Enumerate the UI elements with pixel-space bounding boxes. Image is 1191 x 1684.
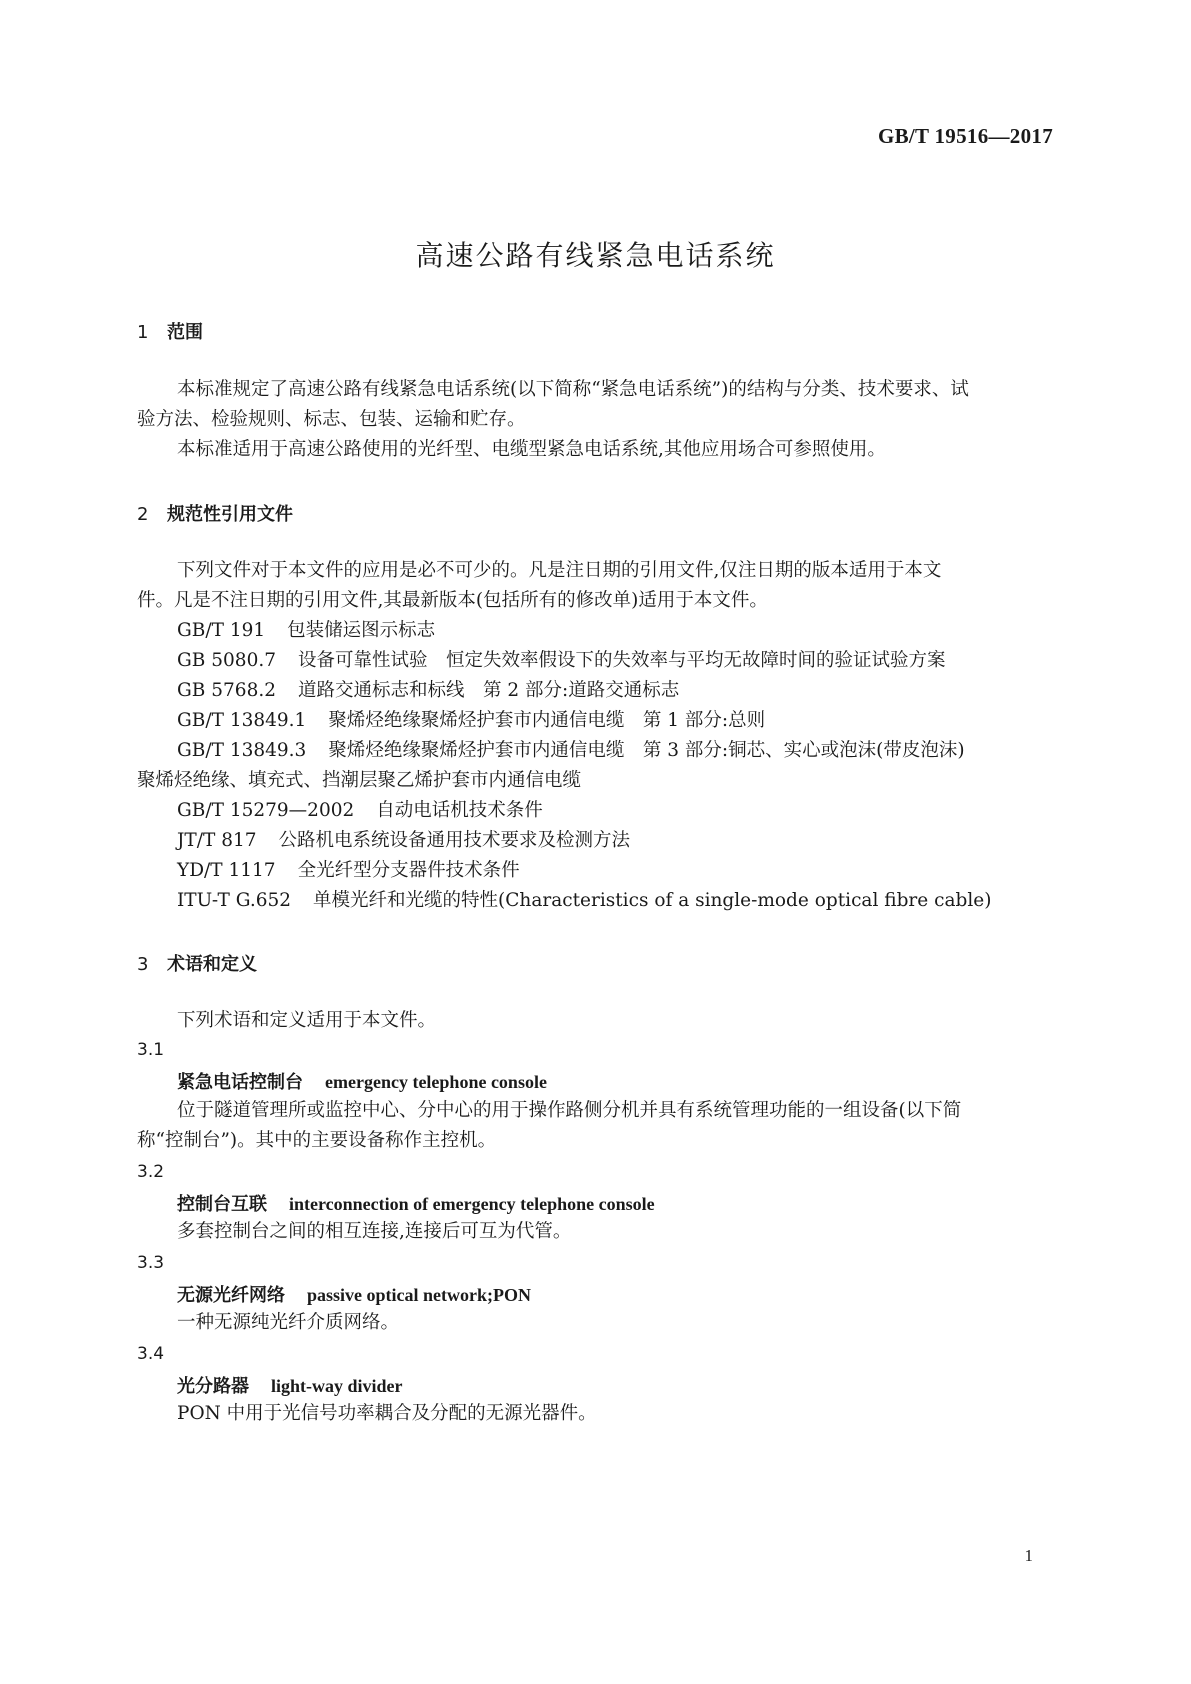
term-english: light-way divider	[271, 1376, 403, 1396]
section-title: 术语和定义	[167, 954, 257, 975]
term-chinese: 紧急电话控制台	[177, 1072, 303, 1093]
reference-code: GB/T 13849.3	[177, 740, 307, 761]
reference-item	[177, 675, 679, 707]
reference-item	[177, 885, 991, 917]
paragraph-continuation: 件。凡是不注日期的引用文件,其最新版本(包括所有的修改单)适用于本文件。	[137, 590, 768, 611]
reference-title: 全光纤型分支器件技术条件	[297, 860, 520, 881]
reference-code: ITU-T G.652	[177, 890, 292, 911]
reference-code: GB 5080.7	[177, 650, 276, 671]
reference-title: 公路机电系统设备通用技术要求及检测方法	[278, 830, 631, 851]
section-title: 规范性引用文件	[167, 504, 293, 525]
term-english: emergency telephone console	[325, 1072, 547, 1092]
reference-item	[177, 645, 946, 677]
term-heading	[177, 1372, 403, 1398]
document-title: 高速公路有线紧急电话系统	[415, 239, 776, 272]
term-definition: 一种无源纯光纤介质网络。	[177, 1312, 400, 1333]
term-heading	[177, 1281, 531, 1307]
reference-code: GB 5768.2	[177, 680, 276, 701]
reference-title: 设备可靠性试验 恒定失效率假设下的失效率与平均无故障时间的验证试验方案	[298, 650, 946, 671]
reference-title: 聚烯烃绝缘聚烯烃护套市内通信电缆 第 1 部分:总则	[328, 710, 766, 731]
paragraph-continuation: 验方法、检验规则、标志、包装、运输和贮存。	[137, 409, 526, 430]
section-number: 3	[137, 954, 149, 975]
reference-code: GB/T 15279—2002	[177, 800, 355, 821]
reference-item	[177, 705, 765, 737]
page-number: 1	[1024, 1546, 1033, 1565]
paragraph: 本标准规定了高速公路有线紧急电话系统(以下简称“紧急电话系统”)的结构与分类、技术要求、试	[177, 379, 969, 400]
section-number: 1	[137, 322, 149, 343]
term-definition: PON 中用于光信号功率耦合及分配的无源光器件。	[177, 1403, 597, 1424]
reference-code: YD/T 1117	[177, 860, 276, 881]
paragraph: 本标准适用于高速公路使用的光纤型、电缆型紧急电话系统,其他应用场合可参照使用。	[177, 439, 886, 460]
reference-code: GB/T 191	[177, 620, 266, 641]
reference-item	[177, 855, 520, 887]
term-definition: 多套控制台之间的相互连接,连接后可互为代管。	[177, 1221, 572, 1242]
reference-code: JT/T 817	[177, 830, 257, 851]
paragraph: 下列文件对于本文件的应用是必不可少的。凡是注日期的引用文件,仅注日期的版本适用于本文	[177, 560, 942, 581]
reference-item-continuation: 聚烯烃绝缘、填充式、挡潮层聚乙烯护套市内通信电缆	[137, 770, 582, 791]
term-chinese: 无源光纤网络	[177, 1285, 285, 1306]
section-number: 2	[137, 504, 149, 525]
term-chinese: 控制台互联	[177, 1194, 267, 1215]
reference-title: 包装储运图示标志	[287, 620, 436, 641]
reference-item	[177, 735, 965, 767]
term-heading	[177, 1068, 547, 1094]
reference-title: 聚烯烃绝缘聚烯烃护套市内通信电缆 第 3 部分:铜芯、实心或泡沫(带皮泡沫)	[328, 740, 965, 761]
term-definition-continuation: 称“控制台”)。其中的主要设备称作主控机。	[137, 1130, 497, 1151]
reference-item	[177, 615, 435, 647]
reference-item	[177, 825, 630, 857]
term-english: interconnection of emergency telephone console	[289, 1194, 655, 1214]
section-title: 范围	[167, 322, 203, 343]
clause-number: 3.3	[137, 1253, 165, 1273]
clause-number: 3.2	[137, 1162, 165, 1182]
reference-title: 道路交通标志和标线 第 2 部分:道路交通标志	[298, 680, 680, 701]
section-2-heading	[137, 500, 293, 526]
term-english: passive optical network;PON	[307, 1285, 531, 1305]
clause-number: 3.1	[137, 1040, 165, 1060]
section-1-heading	[137, 318, 203, 344]
reference-item	[177, 795, 543, 827]
reference-code: GB/T 13849.1	[177, 710, 307, 731]
term-heading	[177, 1190, 655, 1216]
term-chinese: 光分路器	[177, 1376, 249, 1397]
paragraph: 下列术语和定义适用于本文件。	[177, 1010, 437, 1031]
section-3-heading	[137, 950, 257, 976]
standard-code: GB/T 19516—2017	[877, 124, 1053, 148]
term-definition: 位于隧道管理所或监控中心、分中心的用于操作路侧分机并具有系统管理功能的一组设备(以下简	[177, 1100, 962, 1121]
reference-title: 单模光纤和光缆的特性(Characteristics of a single-mode optical fibre cable)	[313, 890, 992, 911]
clause-number: 3.4	[137, 1344, 165, 1364]
reference-title: 自动电话机技术条件	[376, 800, 543, 821]
